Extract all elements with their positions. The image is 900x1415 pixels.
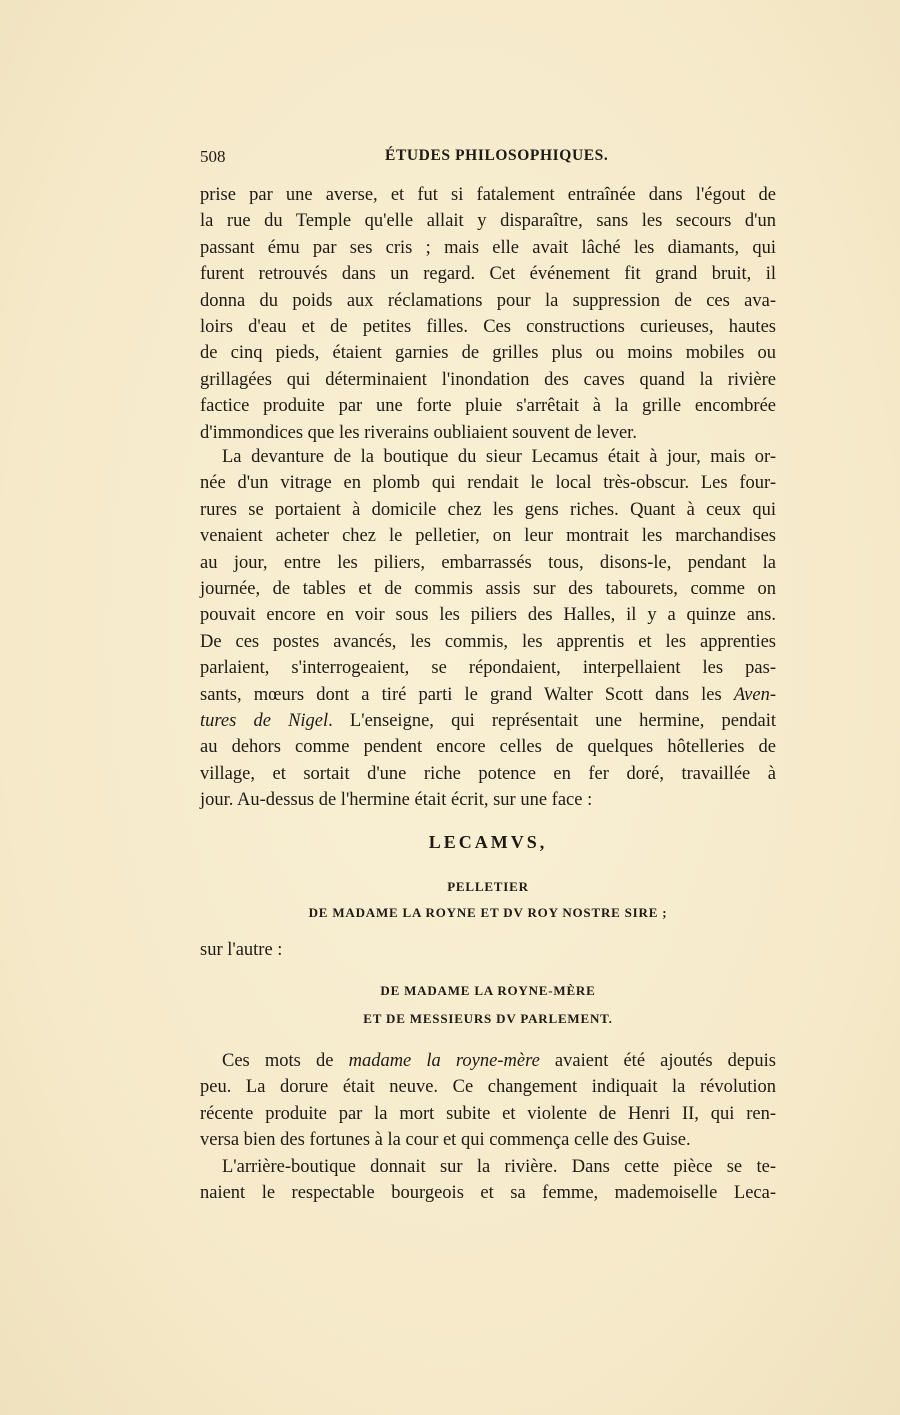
text-line: au dehors comme pendent encore celles de quelques hôtelleries de [200, 737, 776, 758]
book-title-italic: tures de Nigel [200, 710, 329, 731]
running-head: ÉTUDES PHILOSOPHIQUES. [385, 147, 609, 164]
text-line: L'arrière-boutique donnait sur la rivière. Dans cette pièce se te- [222, 1157, 776, 1177]
text-line: pouvait encore en voir sous les piliers des Halles, il y a quinze ans. [200, 605, 776, 626]
text-line: loirs d'eau et de petites filles. Ces constructions curieuses, hautes [200, 316, 776, 337]
text-segment: Ces mots de [222, 1051, 349, 1071]
text-line [200, 1048, 776, 1074]
text-line: au jour, entre les piliers, embarrassés tous, disons-le, pendant la [200, 552, 776, 573]
paragraph-1 [200, 182, 776, 446]
text-line: prise par une averse, et fut si fatalement entraînée dans l'égout de [200, 185, 776, 205]
text-line: rures se portaient à domicile chez les gens riches. Quant à ceux qui [200, 499, 776, 520]
paragraph-3 [200, 1048, 776, 1154]
text-line: passant ému par ses cris ; mais elle avait lâché les diamants, qui [200, 237, 776, 258]
text-line: venaient acheter chez le pelletier, on leur montrait les marchandises [200, 526, 776, 547]
book-title-italic: Aven- [733, 684, 776, 705]
sign-front-line-1: PELLETIER [447, 879, 529, 894]
text-line: peu. La dorure était neuve. Ce changement indiquait la révolution [200, 1077, 776, 1098]
text-line: furent retrouvés dans un regard. Cet événement fit grand bruit, il [200, 264, 776, 285]
sign-back-line-2: ET DE MESSIEURS DV PARLEMENT. [363, 1011, 613, 1026]
text-segment: sants, mœurs dont a tiré parti le grand Walter Scott dans les [200, 684, 734, 705]
text-line: récente produite par la mort subite et violente de Henri II, qui ren- [200, 1103, 776, 1124]
text-line: née d'un vitrage en plomb qui rendait le local très-obscur. Les four- [200, 473, 776, 494]
sign-name: LECAMVS, [428, 832, 548, 852]
text-line: versa bien des fortunes à la cour et qui commença celle des Guise. [200, 1130, 691, 1151]
text-line: grillagées qui déterminaient l'inondation des caves quand la rivière [200, 369, 776, 390]
sign-back-line-1: DE MADAME LA ROYNE-MÈRE [380, 983, 596, 998]
text-line: donna du poids aux réclamations pour la suppression de ces ava- [200, 290, 776, 311]
sur-autre-text: sur l'autre : [200, 940, 283, 960]
text-line: parlaient, s'interrogeaient, se répondaient, interpellaient les pas- [200, 658, 776, 679]
text-line [200, 708, 776, 734]
page-number: 508 [200, 147, 226, 166]
text-line: journée, de tables et de commis assis sur des tabourets, comme on [200, 578, 776, 599]
text-line [200, 682, 776, 708]
paragraph-4 [200, 1154, 776, 1207]
text-line: village, et sortait d'une riche potence en fer doré, travaillée à [200, 763, 776, 784]
page-header [200, 147, 775, 171]
text-line: jour. Au-dessus de l'hermine était écrit, sur une face : [200, 790, 593, 811]
text-line: De ces postes avancés, les commis, les apprentis et les apprenties [200, 631, 776, 652]
text-line: factice produite par une forte pluie s'arrêtait à la grille encombrée [200, 396, 776, 417]
text-segment: . L'enseigne, qui représentait une hermine, pendait [328, 710, 776, 731]
sign-front-line-2: DE MADAME LA ROYNE ET DV ROY NOSTRE SIRE ; [308, 905, 668, 920]
text-line: d'immondices que les riverains oubliaient souvent de lever. [200, 422, 637, 443]
paragraph-2 [200, 444, 776, 813]
italic-phrase: madame la royne-mère [348, 1051, 540, 1071]
text-line: de cinq pieds, étaient garnies de grilles plus ou moins mobiles ou [200, 343, 776, 364]
text-line: la rue du Temple qu'elle allait y disparaître, sans les secours d'un [200, 211, 776, 232]
text-line: La devanture de la boutique du sieur Lecamus était à jour, mais or- [222, 447, 776, 467]
text-line: naient le respectable bourgeois et sa femme, mademoiselle Leca- [200, 1183, 776, 1204]
text-segment: avaient été ajoutés depuis [539, 1051, 776, 1071]
